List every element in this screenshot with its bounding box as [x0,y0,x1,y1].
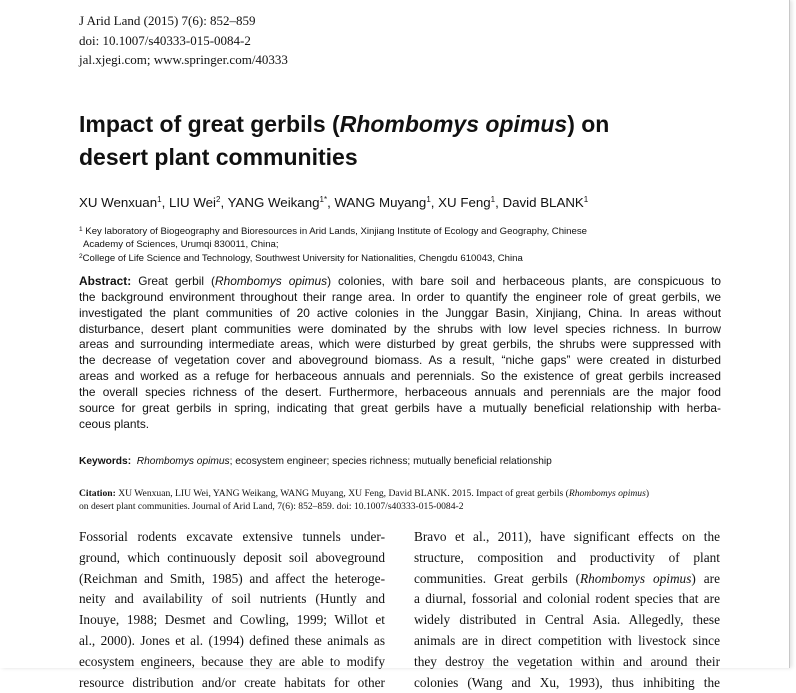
journal-doi: doi: 10.1007/s40333-015-0084-2 [79,32,251,48]
abstract-label: Abstract: [79,274,132,288]
affiliation-2: $^2$College of Life Science and Technology, Southwest University for Nationalities, Chengdu 610043, China [79,253,523,264]
author-list: XU Wenxuan$^1$, LIU Wei$^2$, YANG Weikang$^{1*}$, WANG Muyang$^1$, XU Feng$^1$, David BLANK$^1$ [79,195,589,210]
abstract: Abstract: Great gerbil (Rhombomys opimus) colonies, with bare soil and herbaceous plants, are conspicuous to the background environment throughout their range area. In order to quantify the engineer role of great gerbils, we investigated the plant communities of 20 active colonies in the Junggar Basin, Xinjiang, China. In areas without disturbance, desert plant communities were dominated by the shrubs with low level species richness. In burrow areas and surrounding intermediate areas, which were disturbed by great gerbils, the shrubs were suppressed with the decrease of vegetation cover and aboveground biomass. As a result, “niche gaps” were created in disturbed areas and worked as a refuge for herbaceous annuals and perennials. So the existence of great gerbils increased the overall species richness of the desert. Furthermore, herbaceous annuals and perennials are the major food source for great gerbils in spring, indicating that great gerbils have a mutually beneficial relationship with herba- ceous plants. [79,274,722,431]
title-line-1: Impact of great gerbils (Rhombomys opimus) on [79,111,610,137]
journal-website: jal.xjegi.com; www.springer.com/40333 [79,52,288,67]
author: LIU Wei$^2$ [168,195,221,210]
keywords: Keywords: Rhombomys opimus; ecosystem engineer; species richness; mutually beneficial relationship [79,456,552,467]
author: David BLANK$^1$ [502,195,589,210]
article-title [79,108,719,174]
citation: Citation: XU Wenxuan, LIU Wei, YANG Weikang, WANG Muyang, XU Feng, David BLANK. 2015. Impact of great gerbils (Rhombomys opimus) on desert plant communities. Journal of Arid Land, 7(6): 852–859. doi: 10.1007/s40333-015-0084-2 [79,488,650,512]
body-column-right: Bravo et al., 2011), have significant effects on the structure, composition and productivity of plant communities. Great gerbils (Rhombomys opimus) are a diurnal, fossorial and colonial rodent species that are widely distributed in Central Asia. Allegedly, these animals are in direct competition with livestock since they destroy the vegetation within and around their colonies (Wang and Xu, 1993), thus inhibiting the [414,529,720,690]
journal-citation: J Arid Land (2015) 7(6): 852–859 [79,13,256,28]
title-line-2: desert plant communities [79,144,358,170]
title-species: Rhombomys opimus [339,111,568,137]
affiliation-1: $^1$ Key laboratory of Biogeography and Bioresources in Arid Lands, Xinjiang Institute of Ecology and Geography, Chinese Academy of Sciences, Urumqi 830011, China; [79,226,587,250]
keywords-label: Keywords: [79,456,132,467]
author: XU Wenxuan$^1$ [79,195,162,210]
body-column-left: Fossorial rodents excavate extensive tunnels under- ground, which continuously deposit soil aboveground (Reichman and Smith, 1985) and affect the heteroge- neity and availability of soil nutrients (Huntly and Inouye, 1988; Desmet and Cowling, 1999; Willot et al., 2000). Jones et al. (1994) defined these animals as ecosystem engineers, because they are able to modify resource distribution and/or create habitats for other [79,529,385,690]
author: YANG Weikang$^{1*}$ [227,195,328,210]
journal-info [79,11,288,70]
author: XU Feng$^1$ [438,195,496,210]
author: WANG Muyang$^1$ [334,195,431,210]
citation-label: Citation: [79,488,116,499]
